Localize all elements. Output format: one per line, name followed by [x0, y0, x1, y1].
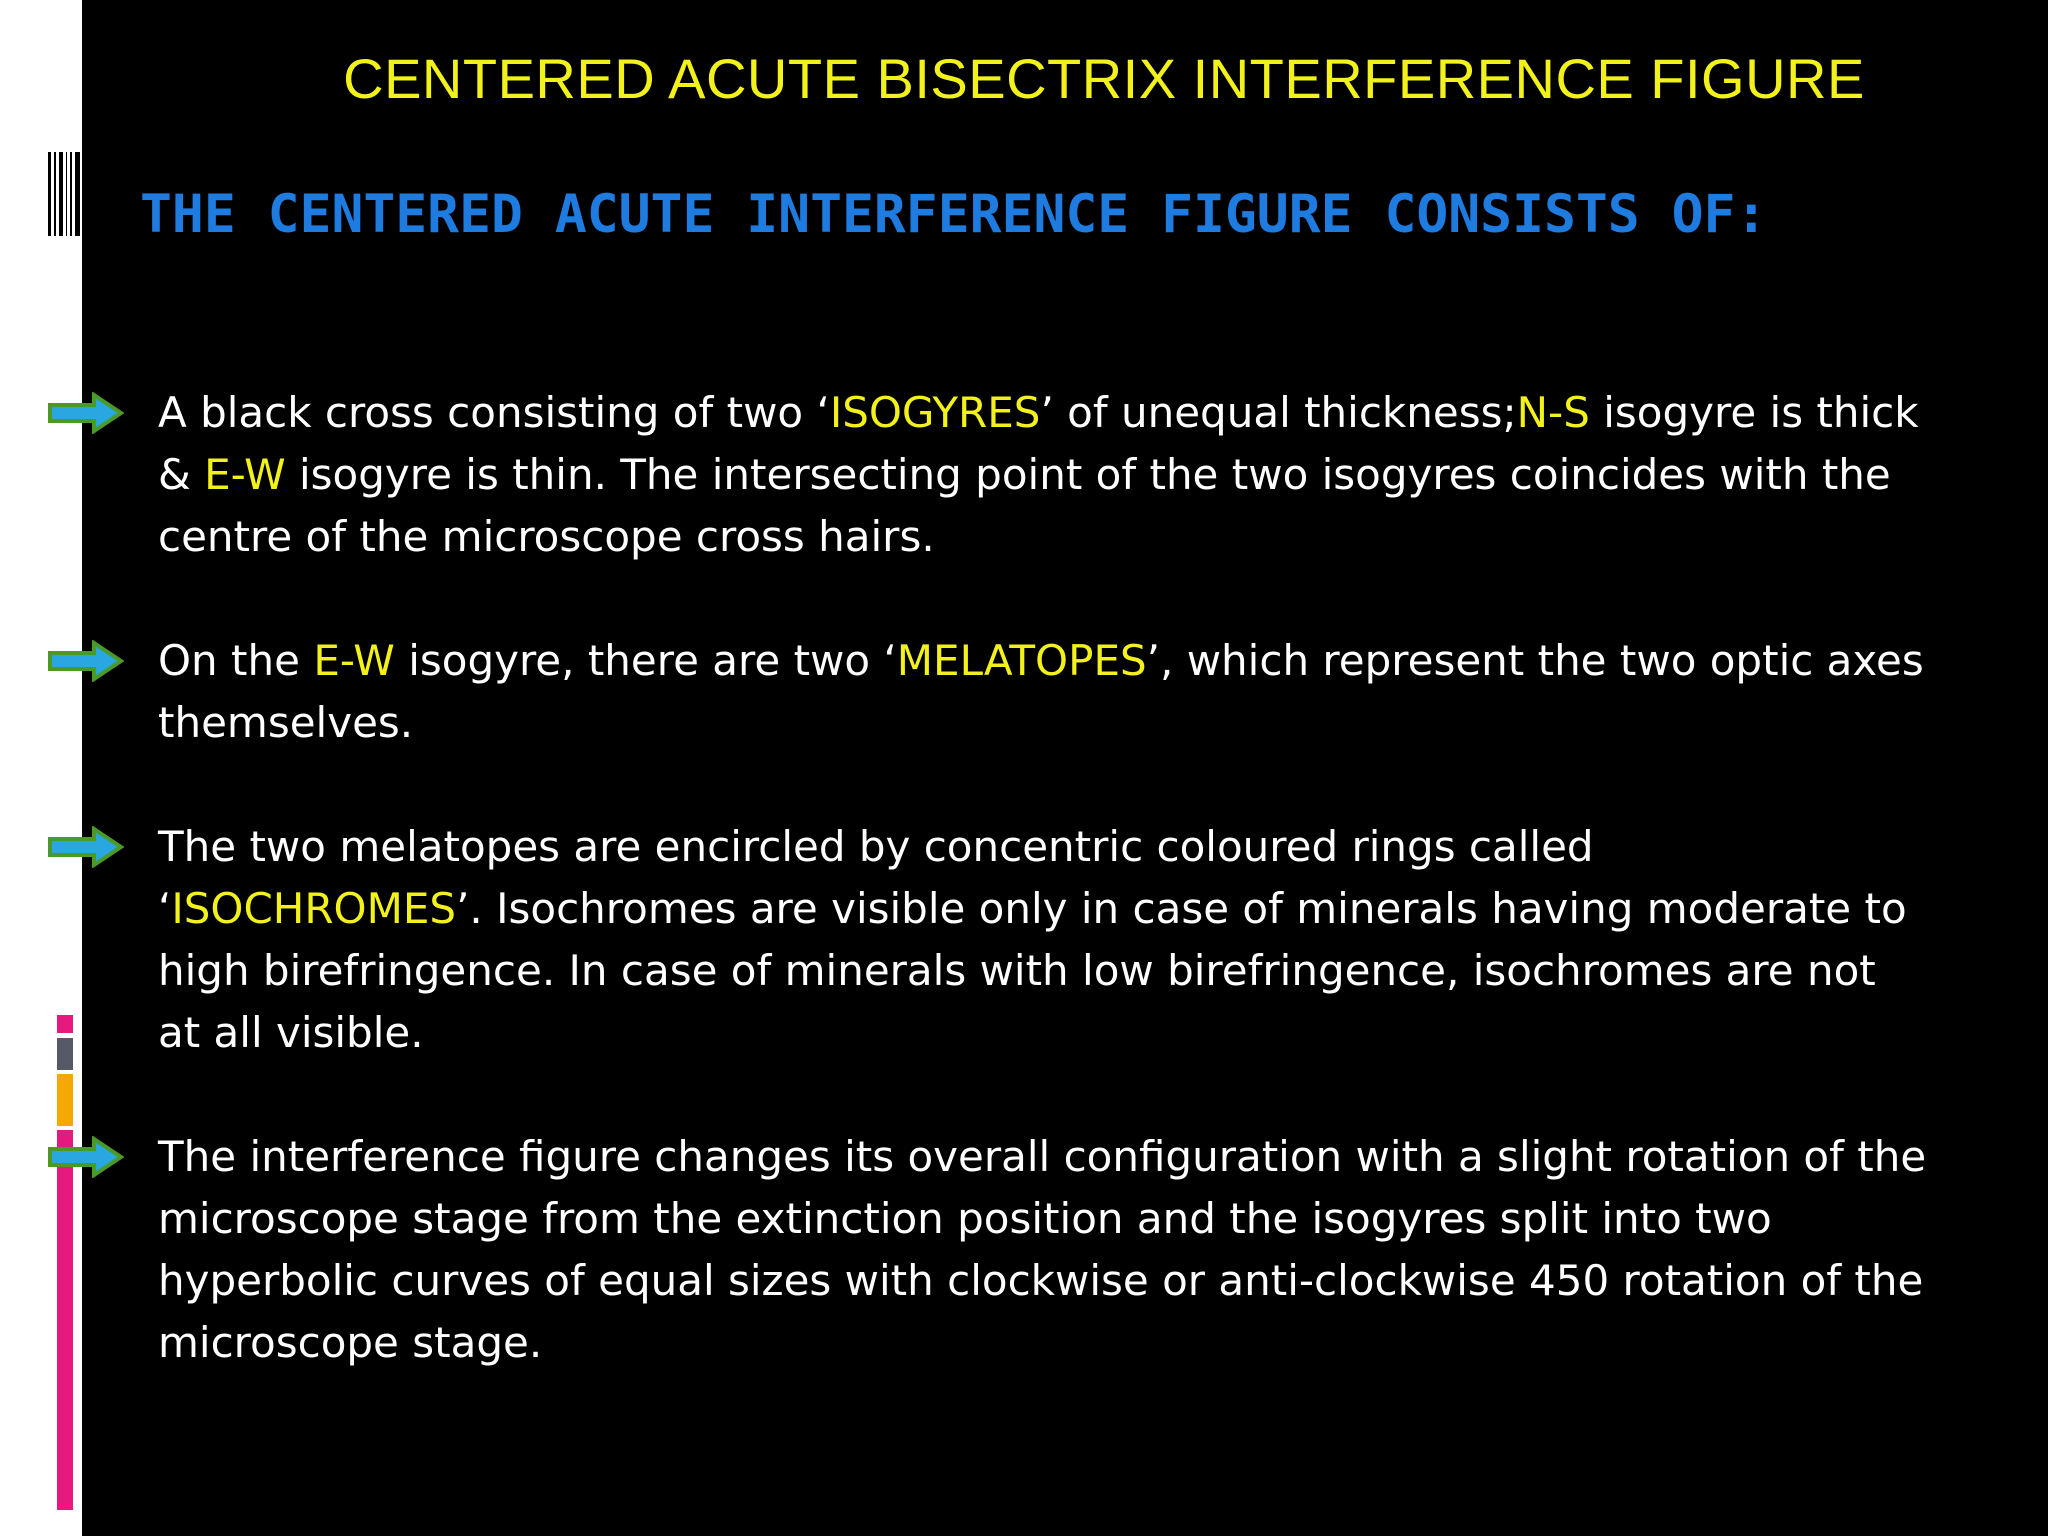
- highlighted-term: ISOGYRES: [829, 388, 1041, 437]
- text-run: isogyre is thin. The intersecting point of the two isogyres coincides with the centre of the microscope cross hairs.: [158, 450, 1891, 561]
- highlighted-term: E-W: [313, 636, 395, 685]
- highlighted-term: E-W: [204, 450, 286, 499]
- barcode-decoration: [48, 152, 80, 236]
- right-arrow-icon: [48, 826, 124, 868]
- slide-title: CENTERED ACUTE BISECTRIX INTERFERENCE FIGURE: [343, 47, 1865, 110]
- bullet-text: [158, 1126, 1928, 1374]
- bullet-item: [48, 630, 1928, 754]
- bullet-text: [158, 630, 1928, 754]
- text-run: The interference figure changes its overall configuration with a slight rotation of the microscope stage from the extinction position and the isogyres split into two hyperbolic curves of equal sizes with clockwise or anti-clockwise 450 rotation of the microscope stage.: [158, 1132, 1927, 1367]
- highlighted-term: N-S: [1516, 388, 1590, 437]
- text-run: isogyre, there are two ‘: [394, 636, 897, 685]
- right-arrow-icon: [48, 392, 124, 434]
- right-arrow-icon: [48, 640, 124, 682]
- text-run: A black cross consisting of two ‘: [158, 388, 830, 437]
- text-run: isogyre is thick &: [158, 388, 1919, 499]
- slide-subtitle: THE CENTERED ACUTE INTERFERENCE FIGURE CONSISTS OF:: [140, 184, 1768, 245]
- text-run: ’, which represent the two optic axes themselves.: [158, 636, 1924, 747]
- text-run: On the: [158, 636, 314, 685]
- bullet-text: [158, 816, 1928, 1064]
- text-run: ’. Isochromes are visible only in case of minerals having moderate to high birefringence. In case of minerals with low birefringence, isochromes are not at all visible.: [158, 884, 1907, 1057]
- text-run: The two melatopes are encircled by concentric coloured rings called ‘: [158, 822, 1594, 933]
- bullet-item: [48, 382, 1928, 568]
- highlighted-term: MELATOPES: [896, 636, 1147, 685]
- bullet-text: [158, 382, 1928, 568]
- bullet-item: [48, 816, 1928, 1064]
- right-arrow-icon: [48, 1136, 124, 1178]
- bullet-item: [48, 1126, 1928, 1374]
- highlighted-term: ISOCHROMES: [171, 884, 457, 933]
- bullet-list: [48, 382, 1928, 1374]
- text-run: ’ of unequal thickness;: [1040, 388, 1517, 437]
